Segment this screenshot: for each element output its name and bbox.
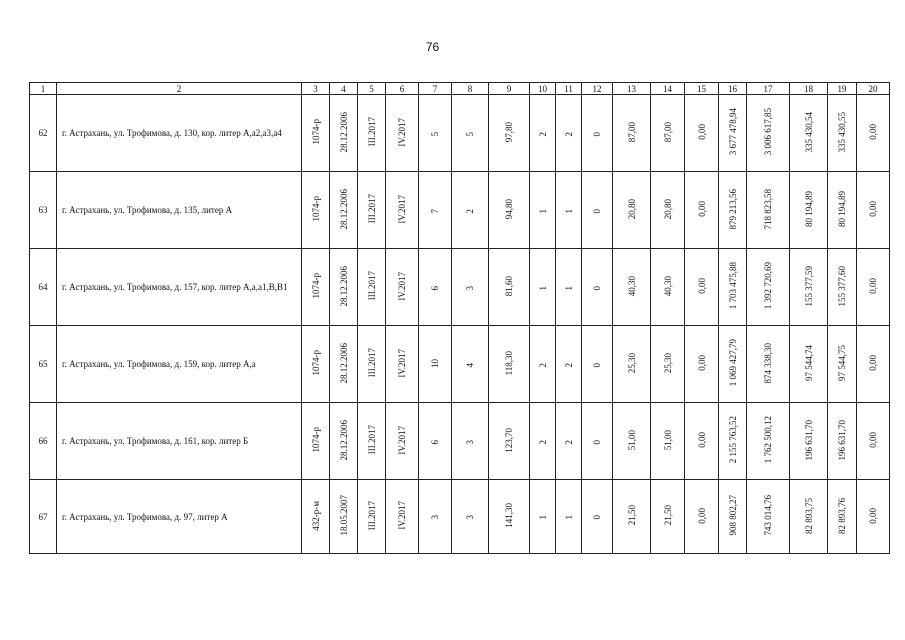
- residents-count-value: 6: [430, 439, 440, 444]
- order-date-cell: [330, 95, 358, 172]
- row-index-cell: 67: [30, 480, 57, 554]
- page-number: 76: [425, 40, 440, 54]
- region-cost-cell: [790, 95, 828, 172]
- total-cost-cell: [719, 326, 747, 403]
- total-area-cell: [489, 172, 530, 249]
- order-date-value: 28.12.2006: [338, 265, 349, 307]
- apartments-count-value: 3: [465, 439, 475, 444]
- column-number: 8: [452, 83, 489, 95]
- end-quarter-value: IV.2017: [397, 425, 407, 455]
- area-15-value: 0,00: [696, 355, 707, 371]
- region-cost-value: 80 194,89: [803, 191, 814, 227]
- order-date-value: 18.05.2007: [338, 495, 349, 536]
- address-cell: г. Астрахань, ул. Трофимова, д. 97, литер А: [57, 480, 302, 554]
- other-cost-value: 0,00: [868, 507, 878, 524]
- order-number-cell: [302, 326, 330, 403]
- total-cost-value: 1 703 475,88: [727, 262, 738, 310]
- col-11-value: 1: [563, 208, 574, 213]
- area-14-cell: [651, 95, 685, 172]
- area-14-cell: [651, 326, 685, 403]
- end-quarter-cell: [386, 326, 419, 403]
- total-area-value: 97,80: [504, 121, 514, 143]
- order-date-cell: [330, 403, 358, 480]
- col-10-cell: [530, 95, 556, 172]
- area-15-value: 0,00: [696, 507, 707, 524]
- total-area-cell: [489, 480, 530, 554]
- total-cost-value: 1 069 427,79: [727, 339, 738, 387]
- area-15-cell: [685, 95, 719, 172]
- column-number: 9: [489, 83, 530, 95]
- col-11-value: 1: [563, 285, 574, 290]
- area-15-cell: [685, 480, 719, 554]
- total-area-cell: [489, 403, 530, 480]
- end-quarter-value: IV.2017: [397, 194, 407, 224]
- area-15-cell: [685, 403, 719, 480]
- col-11-value: 2: [563, 362, 574, 367]
- col-11-cell: [556, 326, 582, 403]
- col-10-value: 1: [537, 285, 548, 290]
- col-12-value: 0: [592, 208, 602, 213]
- col-12-cell: [582, 249, 613, 326]
- residents-count-value: 5: [430, 131, 440, 136]
- table-row: [30, 172, 890, 249]
- fund-cost-value: 1 392 720,69: [763, 262, 773, 310]
- order-date-cell: [330, 172, 358, 249]
- col-12-cell: [582, 403, 613, 480]
- area-15-value: 0,00: [696, 432, 707, 448]
- fund-cost-cell: [747, 480, 790, 554]
- row-index-cell: 65: [30, 326, 57, 403]
- col-12-value: 0: [592, 439, 602, 444]
- table-row: [30, 249, 890, 326]
- area-15-cell: [685, 326, 719, 403]
- fund-cost-value: 743 014,76: [763, 495, 773, 536]
- residents-count-cell: [419, 95, 452, 172]
- area-14-cell: [651, 403, 685, 480]
- order-date-cell: [330, 249, 358, 326]
- order-date-cell: [330, 326, 358, 403]
- order-date-value: 28.12.2006: [338, 111, 349, 153]
- total-area-value: 123,70: [504, 427, 514, 453]
- fund-cost-cell: [747, 403, 790, 480]
- region-cost-value: 155 377,59: [803, 265, 814, 307]
- other-cost-value: 0,00: [868, 432, 878, 448]
- total-area-cell: [489, 249, 530, 326]
- col-12-cell: [582, 95, 613, 172]
- municipal-cost-value: 196 631,70: [837, 419, 847, 461]
- fund-cost-value: 1 762 500,12: [763, 416, 773, 464]
- row-index-cell: 63: [30, 172, 57, 249]
- col-10-cell: [530, 172, 556, 249]
- col-12-value: 0: [592, 131, 602, 136]
- apartments-count-cell: [452, 480, 489, 554]
- column-number: 7: [419, 83, 452, 95]
- order-number-cell: [302, 172, 330, 249]
- total-cost-cell: [719, 249, 747, 326]
- order-number-value: 1074-р: [310, 273, 321, 299]
- total-cost-value: 879 213,56: [727, 188, 738, 230]
- row-index-cell: 66: [30, 403, 57, 480]
- col-10-cell: [530, 249, 556, 326]
- total-area-value: 94,80: [504, 198, 514, 220]
- column-number: 10: [530, 83, 556, 95]
- column-number: 6: [386, 83, 419, 95]
- order-number-value: 432-р-м: [310, 500, 321, 531]
- municipal-cost-cell: [828, 480, 857, 554]
- start-quarter-value: III.2017: [366, 500, 377, 531]
- start-quarter-cell: [358, 480, 386, 554]
- col-11-cell: [556, 480, 582, 554]
- other-cost-cell: [857, 249, 890, 326]
- other-cost-cell: [857, 172, 890, 249]
- area-15-value: 0,00: [696, 201, 707, 217]
- area-14-cell: [651, 480, 685, 554]
- col-11-cell: [556, 95, 582, 172]
- column-number: 5: [358, 83, 386, 95]
- municipal-cost-cell: [828, 172, 857, 249]
- area-15-value: 0,00: [696, 278, 707, 294]
- other-cost-cell: [857, 95, 890, 172]
- housing-program-table: [29, 82, 890, 554]
- col-11-cell: [556, 403, 582, 480]
- col-10-cell: [530, 480, 556, 554]
- table-row: [30, 480, 890, 554]
- area-14-value: 87,00: [662, 121, 673, 143]
- end-quarter-cell: [386, 172, 419, 249]
- col-12-cell: [582, 172, 613, 249]
- region-cost-cell: [790, 172, 828, 249]
- end-quarter-cell: [386, 480, 419, 554]
- row-index-cell: 62: [30, 95, 57, 172]
- order-number-cell: [302, 403, 330, 480]
- municipal-cost-value: 155 377,60: [837, 265, 847, 307]
- municipal-cost-value: 82 893,76: [837, 497, 847, 534]
- table-row: [30, 95, 890, 172]
- area-13-value: 21,50: [626, 505, 637, 526]
- area-14-value: 21,50: [662, 505, 673, 526]
- municipal-cost-cell: [828, 326, 857, 403]
- column-number: 17: [747, 83, 790, 95]
- area-13-value: 51,00: [626, 429, 637, 451]
- other-cost-value: 0,00: [868, 201, 878, 217]
- end-quarter-value: IV.2017: [397, 271, 407, 301]
- start-quarter-cell: [358, 403, 386, 480]
- municipal-cost-cell: [828, 249, 857, 326]
- end-quarter-cell: [386, 95, 419, 172]
- col-12-value: 0: [592, 515, 602, 520]
- total-cost-value: 2 155 763,52: [727, 416, 738, 464]
- start-quarter-cell: [358, 326, 386, 403]
- start-quarter-cell: [358, 249, 386, 326]
- region-cost-cell: [790, 326, 828, 403]
- area-15-cell: [685, 172, 719, 249]
- other-cost-cell: [857, 326, 890, 403]
- total-area-cell: [489, 95, 530, 172]
- col-12-value: 0: [592, 362, 602, 367]
- residents-count-value: 3: [430, 515, 440, 520]
- column-number: 19: [828, 83, 857, 95]
- area-13-cell: [613, 249, 651, 326]
- total-cost-cell: [719, 172, 747, 249]
- total-area-value: 141,30: [504, 503, 514, 528]
- area-13-value: 40,30: [626, 275, 637, 297]
- other-cost-cell: [857, 480, 890, 554]
- start-quarter-value: III.2017: [366, 194, 377, 224]
- start-quarter-value: III.2017: [366, 117, 377, 147]
- col-10-value: 2: [537, 131, 548, 136]
- region-cost-value: 335 430,54: [803, 111, 814, 153]
- table-row: [30, 403, 890, 480]
- end-quarter-value: IV.2017: [397, 501, 407, 530]
- apartments-count-value: 3: [465, 285, 475, 290]
- order-number-cell: [302, 95, 330, 172]
- region-cost-value: 97 544,74: [803, 345, 814, 381]
- municipal-cost-value: 97 544,75: [837, 345, 847, 381]
- region-cost-cell: [790, 403, 828, 480]
- area-13-value: 87,00: [626, 121, 637, 143]
- table-row: [30, 326, 890, 403]
- end-quarter-value: IV.2017: [397, 117, 407, 147]
- apartments-count-cell: [452, 403, 489, 480]
- column-number-row: [30, 83, 890, 95]
- order-number-cell: [302, 480, 330, 554]
- area-13-cell: [613, 480, 651, 554]
- col-12-value: 0: [592, 285, 602, 290]
- region-cost-value: 82 893,75: [803, 497, 814, 534]
- apartments-count-value: 3: [465, 515, 475, 520]
- other-cost-value: 0,00: [868, 355, 878, 371]
- total-cost-cell: [719, 95, 747, 172]
- column-number: 1: [30, 83, 57, 95]
- residents-count-value: 7: [430, 208, 440, 213]
- col-11-value: 2: [563, 439, 574, 444]
- col-11-value: 1: [563, 515, 574, 520]
- column-number: 14: [651, 83, 685, 95]
- column-number: 12: [582, 83, 613, 95]
- residents-count-value: 6: [430, 285, 440, 290]
- address-cell: г. Астрахань, ул. Трофимова, д. 161, кор. литер Б: [57, 403, 302, 480]
- end-quarter-cell: [386, 403, 419, 480]
- col-10-value: 1: [537, 208, 548, 213]
- region-cost-value: 196 631,70: [803, 419, 814, 461]
- order-date-cell: [330, 480, 358, 554]
- column-number: 4: [330, 83, 358, 95]
- apartments-count-cell: [452, 172, 489, 249]
- total-cost-cell: [719, 403, 747, 480]
- col-11-cell: [556, 172, 582, 249]
- apartments-count-cell: [452, 249, 489, 326]
- area-14-cell: [651, 249, 685, 326]
- residents-count-cell: [419, 249, 452, 326]
- other-cost-value: 0,00: [868, 278, 878, 294]
- area-13-cell: [613, 172, 651, 249]
- area-14-value: 40,30: [662, 275, 673, 297]
- total-cost-value: 3 677 478,94: [727, 108, 738, 156]
- residents-count-cell: [419, 403, 452, 480]
- municipal-cost-cell: [828, 403, 857, 480]
- column-number: 2: [57, 83, 302, 95]
- col-10-cell: [530, 403, 556, 480]
- municipal-cost-value: 335 430,55: [837, 111, 847, 153]
- other-cost-cell: [857, 403, 890, 480]
- area-13-value: 25,30: [626, 352, 637, 374]
- order-number-value: 1074-р: [310, 350, 321, 376]
- start-quarter-cell: [358, 95, 386, 172]
- col-10-value: 1: [537, 515, 548, 520]
- region-cost-cell: [790, 249, 828, 326]
- end-quarter-value: IV.2017: [397, 348, 407, 378]
- address-cell: г. Астрахань, ул. Трофимова, д. 135, литер А: [57, 172, 302, 249]
- total-area-value: 81,60: [504, 275, 514, 297]
- area-14-value: 20,80: [662, 198, 673, 220]
- order-number-cell: [302, 249, 330, 326]
- column-number: 13: [613, 83, 651, 95]
- order-date-value: 28.12.2006: [338, 419, 349, 461]
- column-number: 18: [790, 83, 828, 95]
- apartments-count-value: 2: [465, 208, 475, 213]
- area-13-cell: [613, 326, 651, 403]
- municipal-cost-value: 80 194,89: [837, 191, 847, 227]
- order-number-value: 1074-р: [310, 196, 321, 222]
- end-quarter-cell: [386, 249, 419, 326]
- order-date-value: 28.12.2006: [338, 342, 349, 384]
- order-date-value: 28.12.2006: [338, 188, 349, 230]
- apartments-count-value: 5: [465, 131, 475, 136]
- apartments-count-value: 4: [465, 362, 475, 367]
- municipal-cost-cell: [828, 95, 857, 172]
- area-14-value: 51,00: [662, 429, 673, 451]
- apartments-count-cell: [452, 326, 489, 403]
- area-13-cell: [613, 95, 651, 172]
- start-quarter-value: III.2017: [366, 348, 377, 378]
- col-11-value: 2: [563, 131, 574, 136]
- fund-cost-cell: [747, 95, 790, 172]
- column-number: 20: [857, 83, 890, 95]
- total-cost-value: 908 802,27: [727, 495, 738, 536]
- row-index-cell: 64: [30, 249, 57, 326]
- order-number-value: 1074-р: [310, 427, 321, 453]
- start-quarter-cell: [358, 172, 386, 249]
- col-12-cell: [582, 326, 613, 403]
- total-cost-cell: [719, 480, 747, 554]
- address-cell: г. Астрахань, ул. Трофимова, д. 130, кор. литер А,а2,а3,а4: [57, 95, 302, 172]
- address-cell: г. Астрахань, ул. Трофимова, д. 159, кор. литер А,а: [57, 326, 302, 403]
- start-quarter-value: III.2017: [366, 271, 377, 301]
- column-number: 15: [685, 83, 719, 95]
- order-number-value: 1074-р: [310, 119, 321, 145]
- residents-count-value: 10: [430, 358, 440, 368]
- column-number: 3: [302, 83, 330, 95]
- column-number: 11: [556, 83, 582, 95]
- address-cell: г. Астрахань, ул. Трофимова, д. 157, кор. литер А,а,а1,В,В1: [57, 249, 302, 326]
- fund-cost-value: 718 823,58: [763, 188, 773, 230]
- area-13-value: 20,80: [626, 198, 637, 220]
- col-10-value: 2: [537, 439, 548, 444]
- residents-count-cell: [419, 326, 452, 403]
- apartments-count-cell: [452, 95, 489, 172]
- total-area-value: 118,30: [504, 350, 514, 376]
- col-10-value: 2: [537, 362, 548, 367]
- area-15-cell: [685, 249, 719, 326]
- residents-count-cell: [419, 480, 452, 554]
- fund-cost-cell: [747, 172, 790, 249]
- column-number: 16: [719, 83, 747, 95]
- col-10-cell: [530, 326, 556, 403]
- fund-cost-cell: [747, 249, 790, 326]
- total-area-cell: [489, 326, 530, 403]
- fund-cost-value: 3 006 617,85: [763, 108, 773, 156]
- col-11-cell: [556, 249, 582, 326]
- area-13-cell: [613, 403, 651, 480]
- area-14-value: 25,30: [662, 352, 673, 374]
- fund-cost-value: 874 338,30: [763, 342, 773, 384]
- other-cost-value: 0,00: [868, 124, 878, 140]
- area-15-value: 0,00: [696, 124, 707, 140]
- col-12-cell: [582, 480, 613, 554]
- region-cost-cell: [790, 480, 828, 554]
- residents-count-cell: [419, 172, 452, 249]
- start-quarter-value: III.2017: [366, 425, 377, 455]
- area-14-cell: [651, 172, 685, 249]
- fund-cost-cell: [747, 326, 790, 403]
